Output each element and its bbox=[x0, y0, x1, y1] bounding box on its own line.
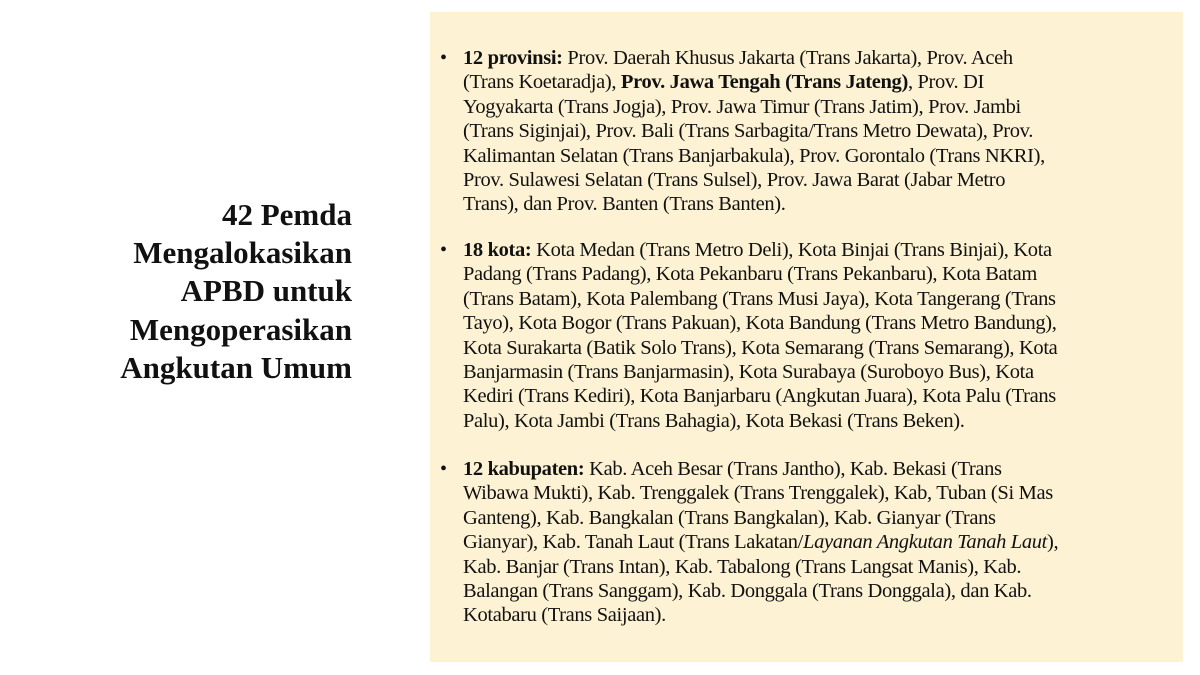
text-segment: Kota Medan (Trans Metro Deli), Kota Binjai (Trans Binjai), Kota bbox=[531, 239, 1052, 261]
bullet-text-line bbox=[463, 95, 1021, 119]
title-line: 42 Pemda bbox=[221, 197, 352, 232]
slide-title bbox=[120, 196, 352, 387]
bullet-text-line bbox=[463, 530, 1058, 554]
text-segment: Balangan (Trans Sanggam), Kab. Donggala (Trans Donggala), dan Kab. bbox=[463, 580, 1032, 602]
title-line: Mengalokasikan bbox=[133, 235, 352, 271]
title-line: Angkutan Umum bbox=[120, 349, 352, 385]
bold-text: Prov. Jawa Tengah (Trans Jateng) bbox=[620, 71, 908, 94]
text-segment: Wibawa Mukti), Kab. Trenggalek (Trans Trenggalek), Kab, Tuban (Si Mas bbox=[463, 482, 1053, 505]
bullet-text-line bbox=[463, 287, 1056, 311]
text-segment: Padang (Trans Padang), Kota Pekanbaru (Trans Pekanbaru), Kota Batam bbox=[463, 263, 1037, 286]
title-line: Mengoperasikan bbox=[129, 311, 352, 347]
content-panel bbox=[430, 12, 1183, 662]
text-segment: (Trans Batam), Kota Palembang (Trans Musi Jaya), Kota Tangerang (Trans bbox=[463, 287, 1056, 310]
bullet-text-line bbox=[463, 384, 1056, 408]
text-segment: Gianyar), Kab. Tanah Laut (Trans Lakatan/ bbox=[463, 531, 804, 554]
text-segment: Kab. Aceh Besar (Trans Jantho), Kab. Bekasi (Trans bbox=[584, 458, 1002, 480]
text-segment: ), bbox=[1047, 531, 1059, 554]
text-segment: Kotabaru (Trans Saijaan). bbox=[463, 604, 666, 627]
bullet-dot-icon: • bbox=[440, 458, 448, 480]
bullet-dot-icon: • bbox=[440, 239, 448, 261]
bullet-text-line bbox=[463, 506, 996, 530]
bullet-text-line bbox=[463, 603, 666, 627]
text-segment: , Prov. DI bbox=[907, 71, 984, 94]
bullet-text-line bbox=[463, 409, 965, 433]
text-segment: Banjarmasin (Trans Banjarmasin), Kota Surabaya (Suroboyo Bus), Kota bbox=[463, 361, 1034, 383]
italic-text: Layanan Angkutan Tanah Laut bbox=[803, 531, 1048, 554]
bullet-text-line bbox=[463, 336, 1057, 360]
bullet-text-line bbox=[463, 238, 1052, 262]
bullet-text-line bbox=[463, 457, 1002, 481]
text-segment: Ganteng), Kab. Bangkalan (Trans Bangkalan), Kab. Gianyar (Trans bbox=[463, 506, 996, 529]
bullet-text-line bbox=[463, 579, 1032, 603]
bullet-text-line bbox=[463, 262, 1037, 286]
text-segment: Kota Surakarta (Batik Solo Trans), Kota Semarang (Trans Semarang), Kota bbox=[463, 336, 1058, 359]
bullet-text-line bbox=[463, 70, 984, 94]
bullet-text-line bbox=[463, 311, 1057, 335]
title-line: APBD untuk bbox=[180, 273, 352, 309]
bullet-text-line bbox=[463, 119, 1033, 143]
text-segment: Prov. Daerah Khusus Jakarta (Trans Jakarta), Prov. Aceh bbox=[562, 47, 1013, 69]
text-segment: Kab. Banjar (Trans Intan), Kab. Tabalong (Trans Langsat Manis), Kab. bbox=[463, 555, 1022, 578]
text-segment: Palu), Kota Jambi (Trans Bahagia), Kota Bekasi (Trans Beken). bbox=[463, 409, 965, 432]
bullet-dot-icon: • bbox=[440, 47, 448, 69]
text-segment: Prov. Sulawesi Selatan (Trans Sulsel), Prov. Jawa Barat (Jabar Metro bbox=[463, 169, 1006, 191]
bullet-text-line bbox=[463, 144, 1045, 168]
text-segment: Kediri (Trans Kediri), Kota Banjarbaru (Angkutan Juara), Kota Palu (Trans bbox=[463, 385, 1056, 408]
text-segment: Kalimantan Selatan (Trans Banjarbakula), Prov. Gorontalo (Trans NKRI), bbox=[463, 144, 1045, 167]
bold-text: 12 kabupaten: bbox=[463, 458, 585, 480]
bullet-text-line bbox=[463, 168, 1005, 192]
bullet-text-line bbox=[463, 192, 786, 216]
bullet-text-line bbox=[463, 46, 1013, 70]
bullet-text-line bbox=[463, 555, 1021, 579]
text-segment: Tayo), Kota Bogor (Trans Pakuan), Kota Bandung (Trans Metro Bandung), bbox=[463, 312, 1057, 335]
text-segment: Yogyakarta (Trans Jogja), Prov. Jawa Timur (Trans Jatim), Prov. Jambi bbox=[463, 95, 1021, 118]
bold-text: 18 kota: bbox=[463, 239, 532, 261]
text-segment: (Trans Koetaradja), bbox=[463, 71, 621, 94]
text-segment: Trans), dan Prov. Banten (Trans Banten). bbox=[463, 193, 786, 216]
text-segment: (Trans Siginjai), Prov. Bali (Trans Sarbagita/Trans Metro Dewata), Prov. bbox=[463, 120, 1034, 143]
bullet-text-line bbox=[463, 360, 1034, 384]
bullet-text-line bbox=[463, 481, 1053, 505]
bold-text: 12 provinsi: bbox=[463, 47, 563, 69]
